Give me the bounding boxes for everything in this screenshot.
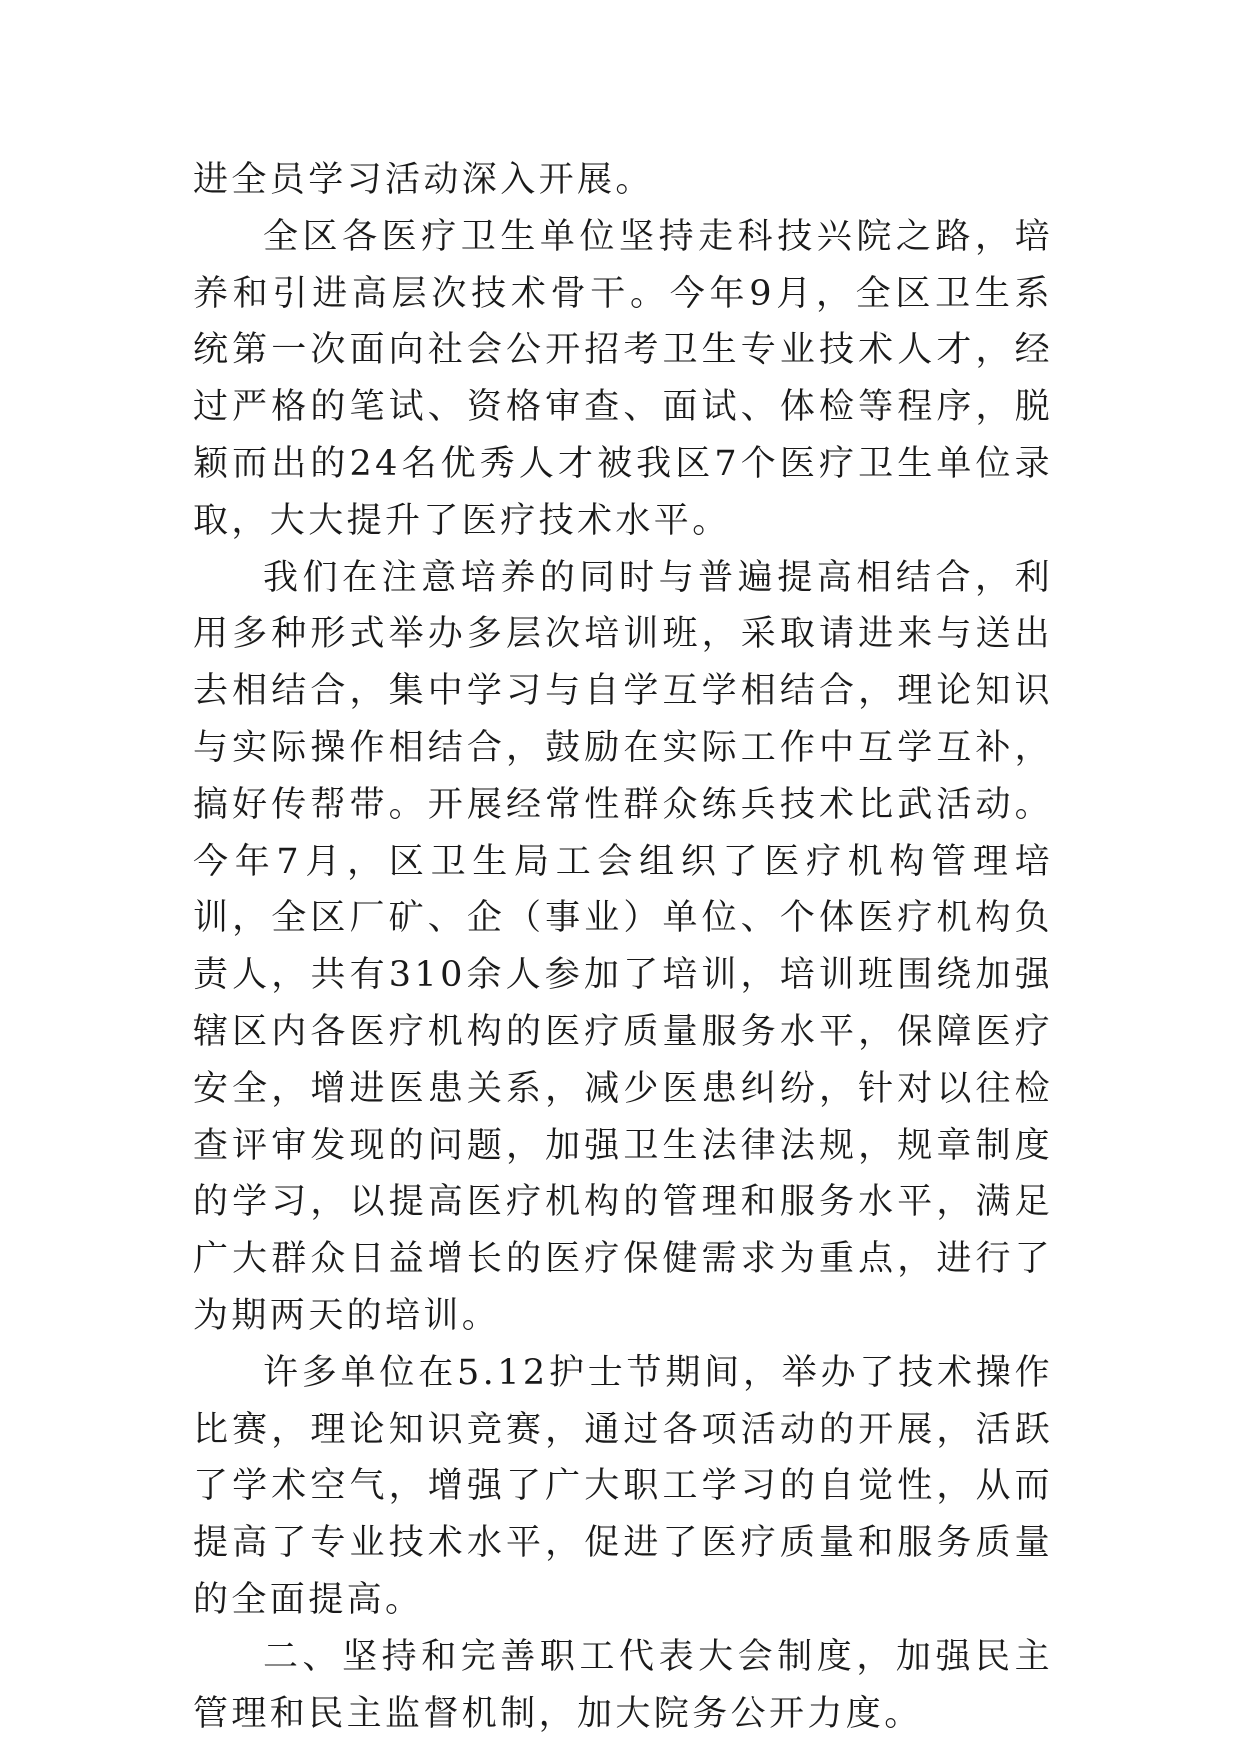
- document-body: [193, 152, 1053, 1742]
- paragraph-section-two-heading: 二、坚持和完善职工代表大会制度，加强民主管理和民主监督机制，加大院务公开力度。: [193, 1636, 1053, 1734]
- paragraph-continuation: 进全员学习活动深入开展。: [193, 160, 654, 200]
- paragraph-talent-recruitment: 全区各医疗卫生单位坚持走科技兴院之路，培养和引进高层次技术骨干。今年9月，全区卫生系统第一次面向社会公开招考卫生专业技术人才，经过严格的笔试、资格审查、面试、体检等程序，脱颖而出的24名优秀人才被我区7个医疗卫生单位录取，大大提升了医疗技术水平。: [193, 216, 1053, 541]
- paragraph-nurses-day: 许多单位在5.12护士节期间，举办了技术操作比赛，理论知识竞赛，通过各项活动的开展，活跃了学术空气，增强了广大职工学习的自觉性，从而提高了专业技术水平，促进了医疗质量和服务质量的全面提高。: [193, 1352, 1053, 1620]
- paragraph-training: 我们在注意培养的同时与普遍提高相结合，利用多种形式举办多层次培训班，采取请进来与送出去相结合，集中学习与自学互学相结合，理论知识与实际操作相结合，鼓励在实际工作中互学互补，搞好传帮带。开展经常性群众练兵技术比武活动。今年7月，区卫生局工会组织了医疗机构管理培训，全区厂矿、企（事业）单位、个体医疗机构负责人，共有310余人参加了培训，培训班围绕加强辖区内各医疗机构的医疗质量服务水平，保障医疗安全，增进医患关系，减少医患纠纷，针对以往检查评审发现的问题，加强卫生法律法规，规章制度的学习，以提高医疗机构的管理和服务水平，满足广大群众日益增长的医疗保健需求为重点，进行了为期两天的培训。: [193, 557, 1053, 1336]
